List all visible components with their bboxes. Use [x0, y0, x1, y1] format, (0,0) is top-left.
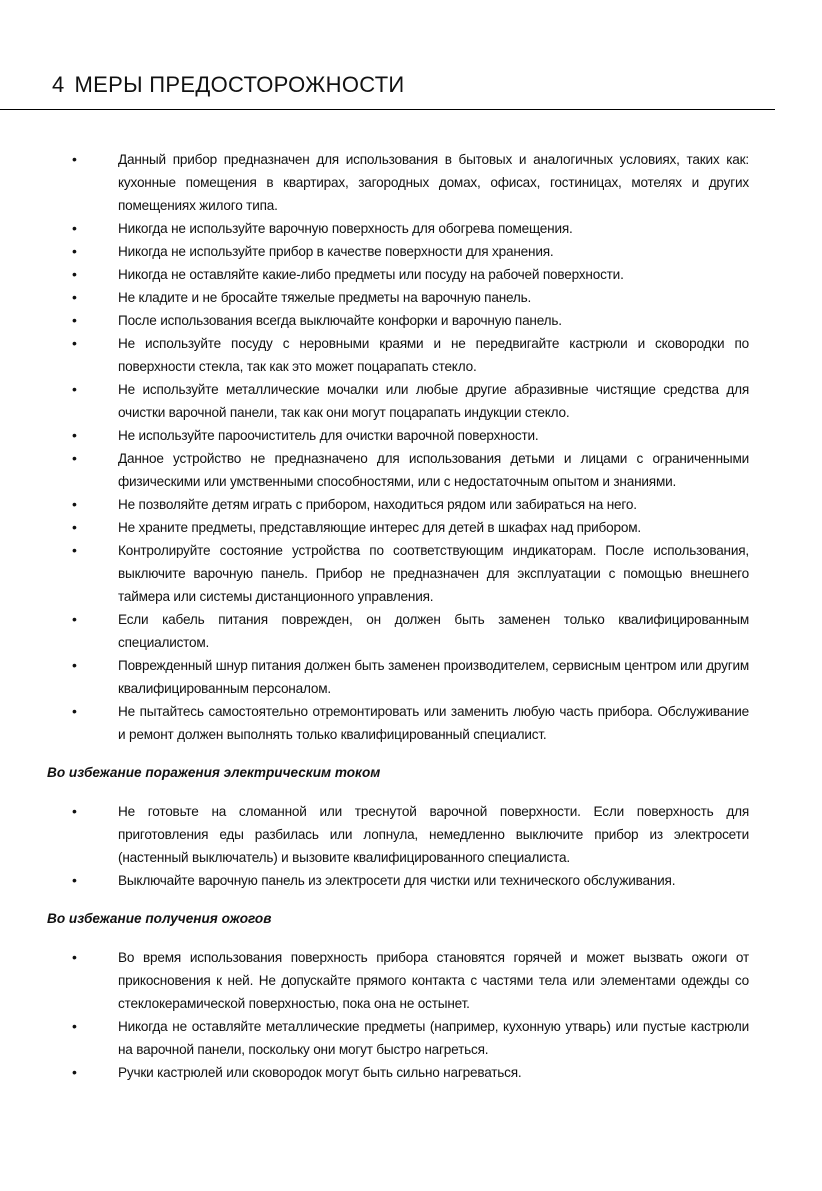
page-header — [52, 72, 405, 98]
bullet-icon: • — [72, 949, 77, 965]
list-item-text: Не используйте посуду с неровными краями и не передвигайте кастрюли и сковородки по поверхности стекла, так как это может поцарапать стекло. — [118, 336, 749, 374]
bullet-icon: • — [72, 611, 77, 627]
list-item-text: После использования всегда выключайте конфорки и варочную панель. — [118, 313, 562, 328]
list-item — [0, 424, 749, 447]
list-item — [0, 493, 749, 516]
list-item-text: Никогда не оставляйте металлические предметы (например, кухонную утварь) или пустые кастрюли на варочной панели, поскольку они могут быстро нагреться. — [118, 1019, 749, 1057]
bullet-icon: • — [72, 243, 77, 259]
page-content — [0, 148, 822, 1084]
bullet-icon: • — [72, 427, 77, 443]
burns-list — [0, 946, 822, 1084]
bullet-icon: • — [72, 542, 77, 558]
header-divider — [0, 109, 775, 110]
electric-shock-list — [0, 800, 822, 892]
list-item-text: Контролируйте состояние устройства по соответствующим индикаторам. После использования, выключите варочную панель. Прибор не предназначен для эксплуатации с помощью внешнего таймера или системы дистанционного управления. — [118, 543, 749, 604]
bullet-icon: • — [72, 266, 77, 282]
burns-heading: Во избежание получения ожогов — [47, 911, 272, 926]
list-item — [0, 869, 749, 892]
bullet-icon: • — [72, 703, 77, 719]
bullet-icon: • — [72, 450, 77, 466]
bullet-icon: • — [72, 872, 77, 888]
bullet-icon: • — [72, 381, 77, 397]
list-item — [0, 608, 749, 654]
list-item-text: Не готовьте на сломанной или треснутой варочной поверхности. Если поверхность для приготовления еды разбилась или лопнула, немедленно выключите прибор из электросети (настенный выключатель) и вызовите квалифицированного специалиста. — [118, 804, 749, 865]
bullet-icon: • — [72, 335, 77, 351]
section-title: МЕРЫ ПРЕДОСТОРОЖНОСТИ — [74, 72, 405, 97]
list-item — [0, 286, 749, 309]
list-item-text: Не храните предметы, представляющие интерес для детей в шкафах над прибором. — [118, 520, 641, 535]
list-item-text: Не пытайтесь самостоятельно отремонтировать или заменить любую часть прибора. Обслуживание и ремонт должен выполнять только квалифицированный специалист. — [118, 704, 749, 742]
list-item-text: Никогда не используйте прибор в качестве поверхности для хранения. — [118, 244, 554, 259]
section-number: 4 — [52, 72, 65, 97]
list-item — [0, 217, 749, 240]
list-item — [0, 378, 749, 424]
bullet-icon: • — [72, 220, 77, 236]
list-item — [0, 946, 749, 1015]
list-item — [0, 654, 749, 700]
bullet-icon: • — [72, 496, 77, 512]
list-item — [0, 516, 749, 539]
list-item — [0, 1015, 749, 1061]
list-item-text: Во время использования поверхность прибора становятся горячей и может вызвать ожоги от прикосновения к ней. Не допускайте прямого контакта с частями тела или элементами одежды со стеклокерамической поверхностью, пока она не остынет. — [118, 950, 749, 1011]
list-item — [0, 1061, 749, 1084]
general-safety-list — [0, 148, 822, 746]
list-item-text: Не используйте пароочиститель для очистки варочной поверхности. — [118, 428, 539, 443]
list-item — [0, 800, 749, 869]
list-item-text: Ручки кастрюлей или сковородок могут быть сильно нагреваться. — [118, 1065, 522, 1080]
list-item — [0, 309, 749, 332]
bullet-icon: • — [72, 1064, 77, 1080]
list-item-text: Данный прибор предназначен для использования в бытовых и аналогичных условиях, таких как: кухонные помещения в квартирах, загородных домах, офисах, гостиницах, мотелях и других помещениях жилого типа. — [118, 152, 749, 213]
list-item-text: Не используйте металлические мочалки или любые другие абразивные чистящие средства для очистки варочной панели, так как они могут поцарапать индукции стекло. — [118, 382, 749, 420]
list-item-text: Данное устройство не предназначено для использования детьми и лицами с ограниченными физическими или умственными способностями, или с недостаточным опытом и знаниями. — [118, 451, 749, 489]
bullet-icon: • — [72, 151, 77, 167]
bullet-icon: • — [72, 1018, 77, 1034]
list-item-text: Выключайте варочную панель из электросети для чистки или технического обслуживания. — [118, 873, 676, 888]
list-item-text: Поврежденный шнур питания должен быть заменен производителем, сервисным центром или другим квалифицированным персоналом. — [118, 658, 749, 696]
list-item — [0, 447, 749, 493]
list-item — [0, 332, 749, 378]
list-item — [0, 240, 749, 263]
bullet-icon: • — [72, 519, 77, 535]
bullet-icon: • — [72, 803, 77, 819]
list-item — [0, 263, 749, 286]
bullet-icon: • — [72, 312, 77, 328]
list-item — [0, 148, 749, 217]
list-item-text: Не кладите и не бросайте тяжелые предметы на варочную панель. — [118, 290, 532, 305]
list-item-text: Не позволяйте детям играть с прибором, находиться рядом или забираться на него. — [118, 497, 637, 512]
list-item — [0, 539, 749, 608]
electric-shock-heading: Во избежание поражения электрическим током — [47, 765, 381, 780]
list-item-text: Никогда не используйте варочную поверхность для обогрева помещения. — [118, 221, 573, 236]
bullet-icon: • — [72, 289, 77, 305]
list-item — [0, 700, 749, 746]
list-item-text: Если кабель питания поврежден, он должен быть заменен только квалифицированным специалистом. — [118, 612, 749, 650]
list-item-text: Никогда не оставляйте какие-либо предметы или посуду на рабочей поверхности. — [118, 267, 624, 282]
bullet-icon: • — [72, 657, 77, 673]
